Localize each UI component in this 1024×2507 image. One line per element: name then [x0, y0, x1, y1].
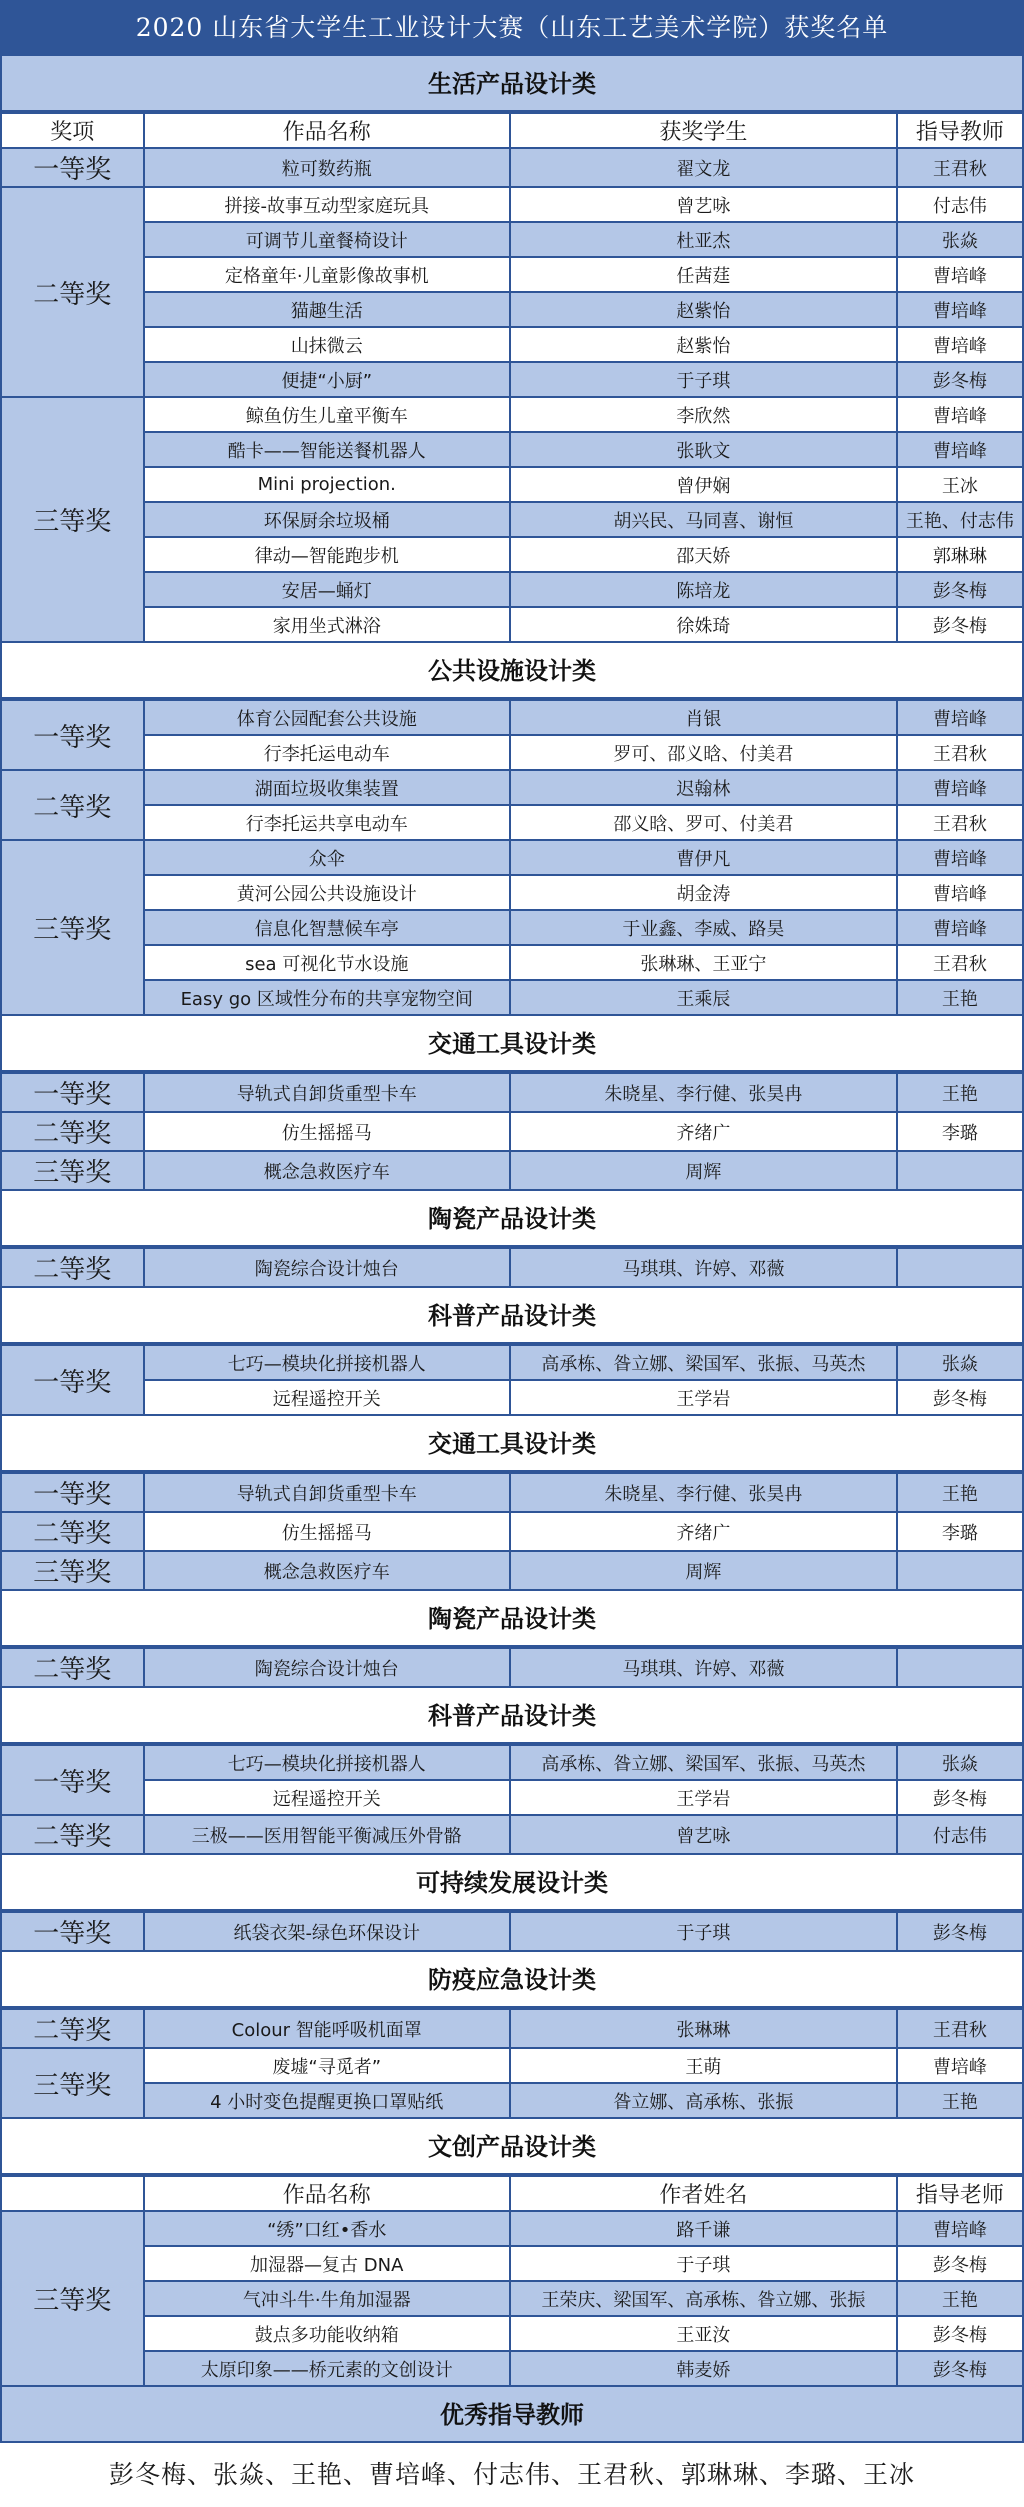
- teacher-name: 彭冬梅: [897, 2316, 1023, 2351]
- prize-cell: 一等奖: [1, 1912, 144, 1951]
- student-names: 曾艺咏: [510, 187, 897, 222]
- student-names: 于子琪: [510, 1912, 897, 1951]
- table-row: [1, 148, 1023, 187]
- student-names: 徐姝琦: [510, 607, 897, 642]
- student-names: 马琪琪、许婷、邓薇: [510, 1248, 897, 1287]
- work-name: 气冲斗牛·牛角加湿器: [144, 2281, 510, 2316]
- student-names: 王萌: [510, 2048, 897, 2083]
- table-header-row: [1, 113, 1023, 148]
- student-names: 王亚汝: [510, 2316, 897, 2351]
- teacher-name: 彭冬梅: [897, 2351, 1023, 2386]
- work-name: 山抹微云: [144, 327, 510, 362]
- work-name: 陶瓷综合设计烛台: [144, 1648, 510, 1687]
- table-row: [1, 1648, 1023, 1687]
- student-names: 齐绪广: [510, 1512, 897, 1551]
- teacher-name: 付志伟: [897, 187, 1023, 222]
- table-row: [1, 980, 1023, 1015]
- table-row: [1, 1512, 1023, 1551]
- table-row: [1, 257, 1023, 292]
- table-row: [1, 1112, 1023, 1151]
- work-name: 概念急救医疗车: [144, 1551, 510, 1590]
- table-row: [1, 1380, 1023, 1415]
- teacher-name: 王艳: [897, 1073, 1023, 1112]
- student-names: 于子琪: [510, 362, 897, 397]
- teacher-name: 曹培峰: [897, 840, 1023, 875]
- award-table: [0, 112, 1024, 643]
- teacher-name: 曹培峰: [897, 770, 1023, 805]
- work-name: 太原印象——桥元素的文创设计: [144, 2351, 510, 2386]
- table-row: [1, 1473, 1023, 1512]
- excellent-teachers-names: 彭冬梅、张焱、王艳、曹培峰、付志伟、王君秋、郭琳琳、李璐、王冰: [108, 2460, 915, 2489]
- section-title: 可持续发展设计类: [0, 1855, 1024, 1911]
- work-name: 拼接-故事互动型家庭玩具: [144, 187, 510, 222]
- work-name: 导轨式自卸货重型卡车: [144, 1073, 510, 1112]
- table-row: [1, 1745, 1023, 1780]
- award-table: [0, 1472, 1024, 1591]
- work-name: 加湿器—复古 DNA: [144, 2246, 510, 2281]
- teacher-name: 张焱: [897, 222, 1023, 257]
- table-row: [1, 502, 1023, 537]
- teacher-name: [897, 1248, 1023, 1287]
- work-name: 4 小时变色提醒更换口罩贴纸: [144, 2083, 510, 2118]
- student-names: 李欣然: [510, 397, 897, 432]
- table-row: [1, 362, 1023, 397]
- student-names: 王学岩: [510, 1380, 897, 1415]
- award-table: [0, 1344, 1024, 1416]
- work-name: “绣”口红•香水: [144, 2211, 510, 2246]
- award-table: [0, 699, 1024, 1016]
- prize-cell: 一等奖: [1, 1345, 144, 1415]
- work-name: 远程遥控开关: [144, 1380, 510, 1415]
- teacher-name: 张焱: [897, 1345, 1023, 1380]
- work-name: 家用坐式淋浴: [144, 607, 510, 642]
- work-name: 便捷“小厨”: [144, 362, 510, 397]
- table-row: [1, 910, 1023, 945]
- work-name: 行李托运共享电动车: [144, 805, 510, 840]
- teacher-name: 王冰: [897, 467, 1023, 502]
- prize-cell: 三等奖: [1, 2048, 144, 2118]
- teacher-name: 曹培峰: [897, 292, 1023, 327]
- student-names: 昝立娜、高承栋、张振: [510, 2083, 897, 2118]
- teacher-name: 曹培峰: [897, 397, 1023, 432]
- work-name: 安居—蛹灯: [144, 572, 510, 607]
- teacher-name: 彭冬梅: [897, 1780, 1023, 1815]
- teacher-name: 王君秋: [897, 945, 1023, 980]
- award-table: [0, 1744, 1024, 1855]
- student-names: 周辉: [510, 1151, 897, 1190]
- work-name: 律动—智能跑步机: [144, 537, 510, 572]
- award-table: [0, 2175, 1024, 2387]
- teacher-name: 曹培峰: [897, 327, 1023, 362]
- prize-cell: 三等奖: [1, 397, 144, 642]
- work-name: 鲸鱼仿生儿童平衡车: [144, 397, 510, 432]
- work-name: 湖面垃圾收集装置: [144, 770, 510, 805]
- student-names: 迟翰林: [510, 770, 897, 805]
- prize-cell: 二等奖: [1, 1112, 144, 1151]
- prize-cell: 二等奖: [1, 770, 144, 840]
- teacher-name: 彭冬梅: [897, 572, 1023, 607]
- teacher-name: 王君秋: [897, 148, 1023, 187]
- table-row: [1, 805, 1023, 840]
- teacher-name: 李璐: [897, 1512, 1023, 1551]
- work-name: Easy go 区域性分布的共享宠物空间: [144, 980, 510, 1015]
- table-row: [1, 222, 1023, 257]
- teacher-name: 彭冬梅: [897, 362, 1023, 397]
- prize-cell: 三等奖: [1, 1151, 144, 1190]
- work-name: 信息化智慧候车亭: [144, 910, 510, 945]
- prize-cell: 二等奖: [1, 1815, 144, 1854]
- award-table: [0, 1647, 1024, 1688]
- table-row: [1, 945, 1023, 980]
- prize-cell: 一等奖: [1, 700, 144, 770]
- table-row: [1, 2316, 1023, 2351]
- teacher-name: 王艳: [897, 1473, 1023, 1512]
- award-table: [0, 2008, 1024, 2119]
- work-name: 导轨式自卸货重型卡车: [144, 1473, 510, 1512]
- award-table: [0, 1911, 1024, 1952]
- section-title: 科普产品设计类: [0, 1288, 1024, 1344]
- section-title: 科普产品设计类: [0, 1688, 1024, 1744]
- teacher-name: 彭冬梅: [897, 607, 1023, 642]
- table-row: [1, 1780, 1023, 1815]
- work-name: 仿生摇摇马: [144, 1512, 510, 1551]
- student-names: 王荣庆、梁国军、高承栋、昝立娜、张振: [510, 2281, 897, 2316]
- prize-cell: 二等奖: [1, 2009, 144, 2048]
- table-row: [1, 1815, 1023, 1854]
- teacher-name: 王艳、付志伟: [897, 502, 1023, 537]
- prize-cell: 三等奖: [1, 1551, 144, 1590]
- student-names: 朱晓星、李行健、张昊冉: [510, 1473, 897, 1512]
- student-names: 翟文龙: [510, 148, 897, 187]
- table-row: [1, 537, 1023, 572]
- table-row: [1, 397, 1023, 432]
- work-name: Mini projection.: [144, 467, 510, 502]
- work-name: 远程遥控开关: [144, 1780, 510, 1815]
- student-names: 胡兴民、马同喜、谢恒: [510, 502, 897, 537]
- table-row: [1, 1151, 1023, 1190]
- table-row: [1, 2211, 1023, 2246]
- table-row: [1, 187, 1023, 222]
- table-header-row: [1, 2176, 1023, 2211]
- teacher-name: 曹培峰: [897, 2211, 1023, 2246]
- table-row: [1, 2351, 1023, 2386]
- table-row: [1, 292, 1023, 327]
- student-names: 曹伊凡: [510, 840, 897, 875]
- header-blank: [1, 2176, 144, 2211]
- teacher-name: 王君秋: [897, 805, 1023, 840]
- student-names: 罗可、邵义晗、付美君: [510, 735, 897, 770]
- prize-cell: 三等奖: [1, 840, 144, 1015]
- work-name: 纸袋衣架-绿色环保设计: [144, 1912, 510, 1951]
- award-table: [0, 1247, 1024, 1288]
- table-row: [1, 572, 1023, 607]
- prize-cell: 二等奖: [1, 1648, 144, 1687]
- table-row: [1, 2083, 1023, 2118]
- prize-cell: 一等奖: [1, 1073, 144, 1112]
- student-names: 王乘辰: [510, 980, 897, 1015]
- work-name: 众伞: [144, 840, 510, 875]
- student-names: 王学岩: [510, 1780, 897, 1815]
- award-sections: [0, 56, 1024, 2387]
- prize-cell: 一等奖: [1, 148, 144, 187]
- teacher-name: 李璐: [897, 1112, 1023, 1151]
- student-names: 杜亚杰: [510, 222, 897, 257]
- table-row: [1, 770, 1023, 805]
- student-names: 于业鑫、李威、路昊: [510, 910, 897, 945]
- work-name: 陶瓷综合设计烛台: [144, 1248, 510, 1287]
- header-work: 作品名称: [144, 113, 510, 148]
- table-row: [1, 607, 1023, 642]
- section-title: 陶瓷产品设计类: [0, 1191, 1024, 1247]
- teacher-name: 曹培峰: [897, 700, 1023, 735]
- student-names: 赵紫怡: [510, 327, 897, 362]
- prize-cell: 一等奖: [1, 1473, 144, 1512]
- work-name: 酷卡——智能送餐机器人: [144, 432, 510, 467]
- table-row: [1, 2048, 1023, 2083]
- student-names: 陈培龙: [510, 572, 897, 607]
- student-names: 于子琪: [510, 2246, 897, 2281]
- teacher-name: 曹培峰: [897, 2048, 1023, 2083]
- work-name: 可调节儿童餐椅设计: [144, 222, 510, 257]
- student-names: 周辉: [510, 1551, 897, 1590]
- teacher-name: 彭冬梅: [897, 1912, 1023, 1951]
- prize-cell: 三等奖: [1, 2211, 144, 2386]
- header-teacher: 指导教师: [897, 113, 1023, 148]
- work-name: 七巧—模块化拼接机器人: [144, 1345, 510, 1380]
- table-row: [1, 2246, 1023, 2281]
- work-name: Colour 智能呼吸机面罩: [144, 2009, 510, 2048]
- teacher-name: 张焱: [897, 1745, 1023, 1780]
- teacher-name: 郭琳琳: [897, 537, 1023, 572]
- section-title: 文创产品设计类: [0, 2119, 1024, 2175]
- student-names: 朱晓星、李行健、张昊冉: [510, 1073, 897, 1112]
- section-title: 陶瓷产品设计类: [0, 1591, 1024, 1647]
- table-row: [1, 327, 1023, 362]
- work-name: 仿生摇摇马: [144, 1112, 510, 1151]
- work-name: 粒可数药瓶: [144, 148, 510, 187]
- student-names: 赵紫怡: [510, 292, 897, 327]
- section-title: 生活产品设计类: [0, 56, 1024, 112]
- work-name: 概念急救医疗车: [144, 1151, 510, 1190]
- student-names: 高承栋、昝立娜、梁国军、张振、马英杰: [510, 1345, 897, 1380]
- table-row: [1, 875, 1023, 910]
- work-name: 七巧—模块化拼接机器人: [144, 1745, 510, 1780]
- table-row: [1, 432, 1023, 467]
- prize-cell: 二等奖: [1, 1512, 144, 1551]
- work-name: 废墟“寻觅者”: [144, 2048, 510, 2083]
- work-name: 定格童年·儿童影像故事机: [144, 257, 510, 292]
- teacher-name: 王艳: [897, 980, 1023, 1015]
- table-row: [1, 2281, 1023, 2316]
- student-names: 曾伊娴: [510, 467, 897, 502]
- student-names: 肖银: [510, 700, 897, 735]
- table-row: [1, 1073, 1023, 1112]
- student-names: 任茜莛: [510, 257, 897, 292]
- student-names: 张琳琳、王亚宁: [510, 945, 897, 980]
- student-names: 邵天娇: [510, 537, 897, 572]
- teacher-name: 曹培峰: [897, 910, 1023, 945]
- section-title: 公共设施设计类: [0, 643, 1024, 699]
- student-names: 马琪琪、许婷、邓薇: [510, 1648, 897, 1687]
- student-names: 胡金涛: [510, 875, 897, 910]
- table-row: [1, 1912, 1023, 1951]
- table-row: [1, 1248, 1023, 1287]
- work-name: 环保厨余垃圾桶: [144, 502, 510, 537]
- teacher-name: 王君秋: [897, 735, 1023, 770]
- teacher-name: 王君秋: [897, 2009, 1023, 2048]
- prize-cell: 二等奖: [1, 1248, 144, 1287]
- teacher-name: [897, 1151, 1023, 1190]
- section-title: 防疫应急设计类: [0, 1952, 1024, 2008]
- table-row: [1, 840, 1023, 875]
- student-names: 张琳琳: [510, 2009, 897, 2048]
- excellent-teachers-title: 优秀指导教师: [0, 2387, 1024, 2443]
- teacher-name: [897, 1648, 1023, 1687]
- work-name: sea 可视化节水设施: [144, 945, 510, 980]
- teacher-name: 付志伟: [897, 1815, 1023, 1854]
- teacher-name: 曹培峰: [897, 432, 1023, 467]
- student-names: 张耿文: [510, 432, 897, 467]
- header-student: 作者姓名: [510, 2176, 897, 2211]
- student-names: 韩麦娇: [510, 2351, 897, 2386]
- page-title: 2020 山东省大学生工业设计大赛（山东工艺美术学院）获奖名单: [0, 0, 1024, 56]
- table-row: [1, 735, 1023, 770]
- table-row: [1, 700, 1023, 735]
- teacher-name: 曹培峰: [897, 875, 1023, 910]
- section-title: 交通工具设计类: [0, 1016, 1024, 1072]
- section-title: 交通工具设计类: [0, 1416, 1024, 1472]
- work-name: 行李托运电动车: [144, 735, 510, 770]
- table-row: [1, 467, 1023, 502]
- prize-cell: 一等奖: [1, 1745, 144, 1815]
- work-name: 体育公园配套公共设施: [144, 700, 510, 735]
- header-teacher: 指导老师: [897, 2176, 1023, 2211]
- teacher-name: 彭冬梅: [897, 2246, 1023, 2281]
- work-name: 鼓点多功能收纳箱: [144, 2316, 510, 2351]
- student-names: 曾艺咏: [510, 1815, 897, 1854]
- work-name: 黄河公园公共设施设计: [144, 875, 510, 910]
- teacher-name: 彭冬梅: [897, 1380, 1023, 1415]
- table-row: [1, 2009, 1023, 2048]
- work-name: 三极——医用智能平衡减压外骨骼: [144, 1815, 510, 1854]
- prize-cell: 二等奖: [1, 187, 144, 397]
- work-name: 猫趣生活: [144, 292, 510, 327]
- award-table: [0, 1072, 1024, 1191]
- table-row: [1, 1345, 1023, 1380]
- header-prize: 奖项: [1, 113, 144, 148]
- header-student: 获奖学生: [510, 113, 897, 148]
- student-names: 邵义晗、罗可、付美君: [510, 805, 897, 840]
- teacher-name: 王艳: [897, 2083, 1023, 2118]
- teacher-name: 曹培峰: [897, 257, 1023, 292]
- table-row: [1, 1551, 1023, 1590]
- student-names: 齐绪广: [510, 1112, 897, 1151]
- student-names: 高承栋、昝立娜、梁国军、张振、马英杰: [510, 1745, 897, 1780]
- teacher-name: [897, 1551, 1023, 1590]
- teacher-name: 王艳: [897, 2281, 1023, 2316]
- student-names: 路千谦: [510, 2211, 897, 2246]
- header-work: 作品名称: [144, 2176, 510, 2211]
